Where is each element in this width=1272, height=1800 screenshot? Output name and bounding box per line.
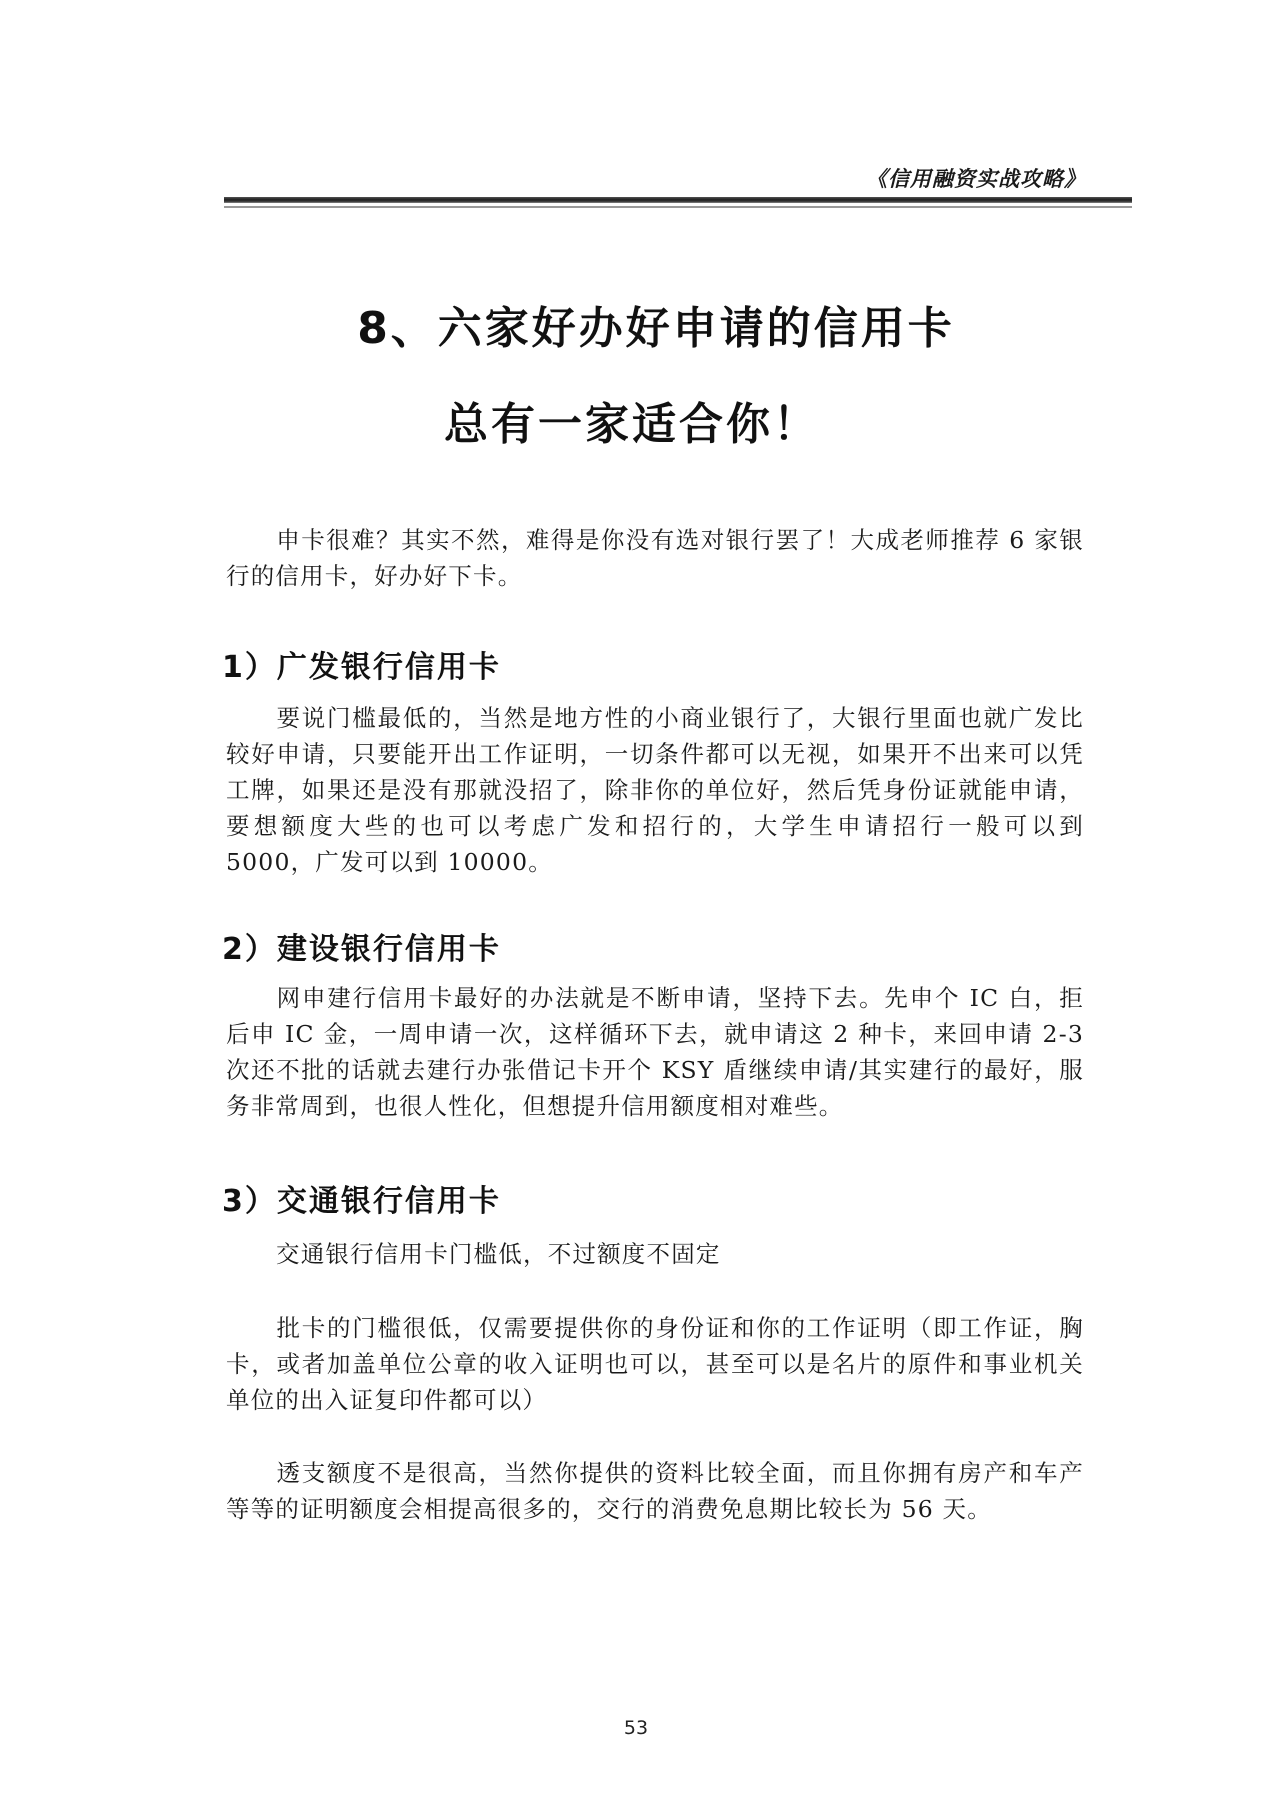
header-rule-underline [224,206,1132,208]
header-rule [224,197,1132,203]
section-paragraph-jiaotong-limit [226,1455,1084,1527]
paragraph-text: 交通银行信用卡门槛低，不过额度不固定 [276,1240,721,1268]
section-paragraph-jianshe [226,980,1084,1124]
chapter-title-line1: 8、六家好办好申请的信用卡 [357,303,955,354]
section-paragraph-jiaotong-requirements [226,1310,1084,1418]
section-heading-jiaotong: 3）交通银行信用卡 [222,1184,501,1219]
section-heading-guangfa: 1）广发银行信用卡 [222,650,501,685]
chapter-title-line2: 总有一家适合你！ [444,399,820,450]
paragraph-text: 要说门槛最低的，当然是地方性的小商业银行了，大银行里面也就广发比较好申请，只要能开出工作证明，一切条件都可以无视，如果开不出来可以凭工牌，如果还是没有那就没招了，除非你的单位好，然后凭身份证就能申请，要想额度大些的也可以考虑广发和招行的，大学生申请招行一般可以到 5000，广发可以到 10000。 [226,704,1084,876]
paragraph-text: 透支额度不是很高，当然你提供的资料比较全面，而且你拥有房产和车产等等的证明额度会相提高很多的，交行的消费免息期比较长为 56 天。 [226,1459,1084,1523]
paragraph-text: 网申建行信用卡最好的办法就是不断申请，坚持下去。先申个 IC 白，拒后申 IC 金，一周申请一次，这样循环下去，就申请这 2 种卡，来回申请 2-3 次还不批的话就去建行办张借记卡开个 KSY 盾继续申请/其实建行的最好，服务非常周到，也很人性化，但想提升信用额度相对难些。 [226,984,1084,1120]
running-header-title: 《信用融资实战攻略》 [866,166,1086,191]
paragraph-text: 批卡的门槛很低，仅需要提供你的身份证和你的工作证明（即工作证，胸卡，或者加盖单位公章的收入证明也可以，甚至可以是名片的原件和事业机关单位的出入证复印件都可以） [226,1314,1084,1414]
section-paragraph-guangfa [226,700,1084,880]
section-paragraph-jiaotong-summary [226,1236,1084,1272]
intro-text: 申卡很难？其实不然，难得是你没有选对银行罢了！大成老师推荐 6 家银行的信用卡，好办好下卡。 [226,526,1084,590]
section-heading-jianshe: 2）建设银行信用卡 [222,932,501,967]
page-number: 53 [623,1717,649,1739]
intro-paragraph [226,522,1084,594]
